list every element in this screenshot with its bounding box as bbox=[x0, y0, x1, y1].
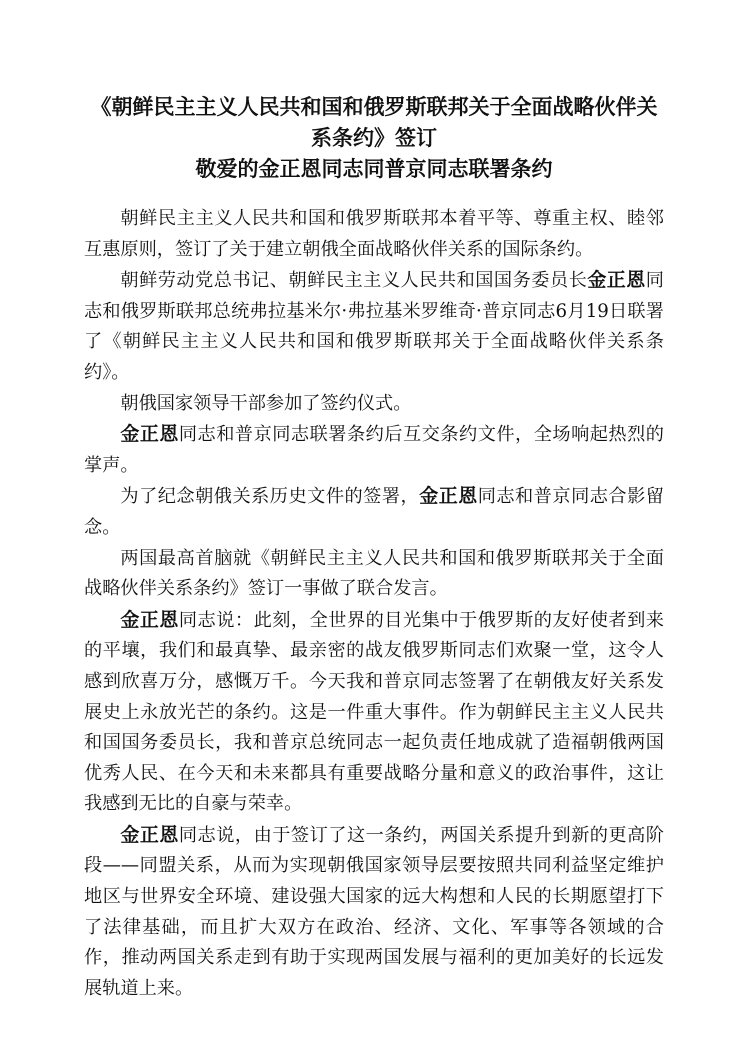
title-line-1: 《朝鲜民主主义人民共和国和俄罗斯联邦关于全面战略伙伴关系条约》签订 bbox=[90, 95, 658, 150]
article-body bbox=[84, 204, 664, 1004]
paragraph-7 bbox=[84, 605, 664, 820]
leader-name: 金正恩 bbox=[120, 608, 179, 631]
paragraph-4-text: 同志和普京同志联署条约后互交条约文件，全场响起热烈的掌声。 bbox=[84, 424, 664, 476]
paragraph-6: 两国最高首脑就《朝鲜民主主义人民共和国和俄罗斯联邦关于全面战略伙伴关系条约》签订一事做了联合发言。 bbox=[84, 547, 664, 600]
document-title bbox=[84, 92, 664, 185]
paragraph-2-text-a: 朝鲜劳动党总书记、朝鲜民主主义人民共和国国务委员长 bbox=[120, 270, 588, 292]
leader-name: 金正恩 bbox=[419, 485, 478, 508]
leader-name: 金正恩 bbox=[587, 269, 646, 292]
paragraph-2-text-b: 同志和俄罗斯联邦总统弗拉基米尔·弗拉基米罗维奇·普京同志6月19日联署了《朝鲜民主主义人民共和国和俄罗斯联邦关于全面战略伙伴关系条约》。 bbox=[84, 270, 664, 383]
paragraph-1: 朝鲜民主主义人民共和国和俄罗斯联邦本着平等、尊重主权、睦邻互惠原则，签订了关于建立朝俄全面战略伙伴关系的国际条约。 bbox=[84, 208, 664, 260]
paragraph-8-text: 同志说，由于签订了这一条约，两国关系提升到新的更高阶段——同盟关系，从而为实现朝俄国家领导层要按照共同利益坚定维护地区与世界安全环境、建设强大国家的远大构想和人民的长期愿望打下了法律基础，而且扩大双方在政治、经济、文化、军事等各领域的合作，推动两国关系走到有助于实现两国发展与福利的更加美好的长远发展轨道上来。 bbox=[84, 824, 664, 999]
title-line-2: 敬爱的金正恩同志同普京同志联署条约 bbox=[195, 157, 553, 181]
paragraph-7-text: 同志说：此刻，全世界的目光集中于俄罗斯的友好使者到来的平壤，我们和最真挚、最亲密的战友俄罗斯同志们欢聚一堂，这令人感到欣喜万分，感慨万千。今天我和普京同志签署了在朝俄友好关系发展史上永放光芒的条约。这是一件重大事件。作为朝鲜民主主义人民共和国国务委员长，我和普京总统同志一起负责任地成就了造福朝俄两国优秀人民、在今天和未来都具有重要战略分量和意义的政治事件，这让我感到无比的自豪与荣幸。 bbox=[84, 609, 664, 815]
paragraph-5 bbox=[84, 481, 664, 543]
paragraph-2 bbox=[84, 265, 664, 388]
paragraph-8 bbox=[84, 820, 664, 1005]
paragraph-5-text-b: 同志和普京同志合影留念。 bbox=[84, 486, 664, 538]
leader-name: 金正恩 bbox=[120, 423, 179, 446]
leader-name: 金正恩 bbox=[120, 823, 179, 846]
paragraph-3: 朝俄国家领导干部参加了签约仪式。 bbox=[120, 392, 412, 414]
paragraph-4 bbox=[84, 419, 664, 481]
paragraph-5-text-a: 为了纪念朝俄关系历史文件的签署， bbox=[120, 486, 420, 508]
